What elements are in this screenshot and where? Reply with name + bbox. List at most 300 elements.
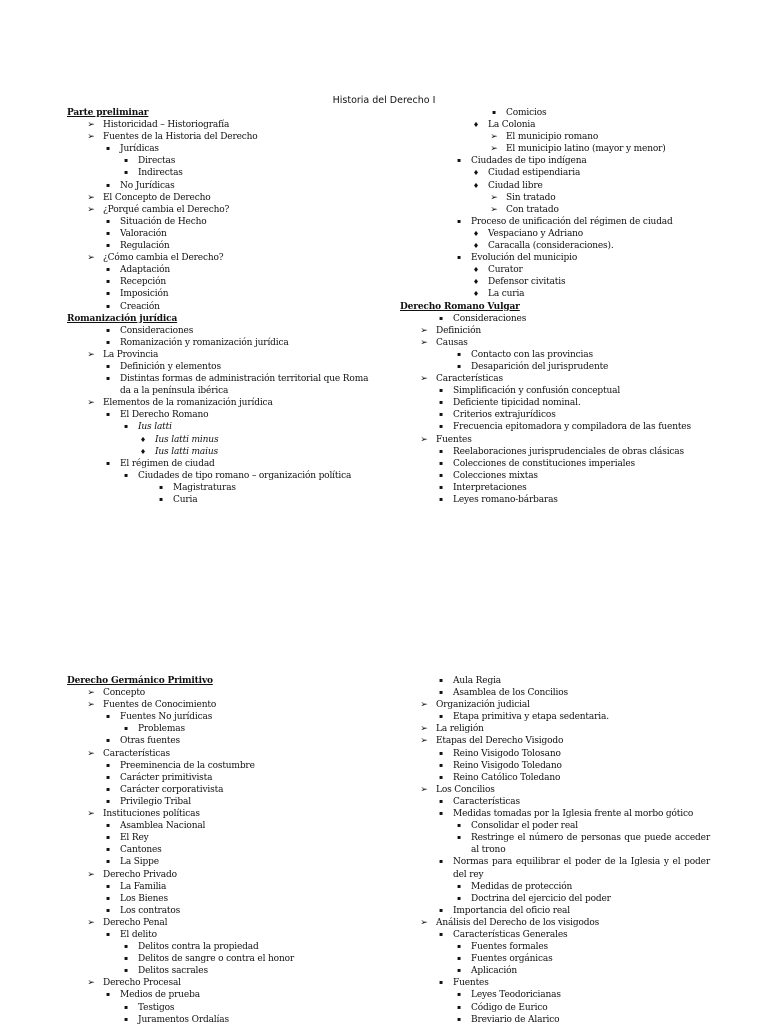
- outline-item: [418, 373, 710, 385]
- outline-item: [435, 905, 710, 917]
- square-bullet-icon: ▪: [439, 761, 443, 769]
- square-bullet-icon: ▪: [106, 375, 110, 383]
- outline-item: [137, 434, 372, 446]
- square-bullet-icon: ▪: [124, 1003, 128, 1011]
- square-bullet-icon: ▪: [439, 810, 443, 818]
- outline-item: [435, 385, 710, 397]
- outline-item: [470, 276, 710, 288]
- outline-item: [102, 772, 372, 784]
- outline-text: Romanización y romanización jurídica: [120, 337, 289, 348]
- square-bullet-icon: ▪: [106, 266, 110, 274]
- arrow-bullet-icon: ➢: [87, 253, 95, 264]
- diamond-bullet-icon: ♦: [139, 435, 147, 444]
- outline-text: Curia: [173, 495, 198, 505]
- outline-item: [435, 772, 710, 784]
- outline-item: [453, 252, 710, 264]
- outline-text: Defensor civitatis: [488, 277, 566, 288]
- arrow-bullet-icon: ➢: [87, 398, 95, 409]
- outline-text: Colecciones mixtas: [453, 470, 538, 481]
- outline-text: Derecho Romano Vulgar: [400, 301, 520, 312]
- outline-text: Contacto con las provincias: [471, 349, 593, 360]
- square-bullet-icon: ▪: [439, 773, 443, 781]
- outline-item: [102, 820, 372, 832]
- outline-text: Medios de prueba: [120, 990, 200, 1001]
- outline-item: [488, 204, 710, 216]
- square-bullet-icon: ▪: [106, 290, 110, 298]
- outline-text: La Sippe: [120, 857, 159, 868]
- outline-text: Leyes romano-bárbaras: [453, 495, 558, 505]
- outline-item: [120, 723, 372, 735]
- outline-text: Carácter corporativista: [120, 784, 224, 795]
- square-bullet-icon: ▪: [106, 242, 110, 250]
- arrow-bullet-icon: ➢: [87, 809, 95, 820]
- square-bullet-icon: ▪: [124, 955, 128, 963]
- outline-text: Recepción: [120, 277, 167, 288]
- outline-text: Sin tratado: [506, 192, 556, 203]
- arrow-bullet-icon: ➢: [420, 374, 428, 385]
- outline-item: [435, 675, 710, 687]
- outline-text: El municipio romano: [506, 132, 599, 143]
- outline-text: Interpretaciones: [453, 482, 527, 493]
- square-bullet-icon: ▪: [106, 761, 110, 769]
- outline-text: Reino Visigodo Tolosano: [453, 748, 561, 759]
- outline-item: [102, 711, 372, 723]
- square-bullet-icon: ▪: [106, 411, 110, 419]
- square-bullet-icon: ▪: [106, 181, 110, 189]
- square-bullet-icon: ▪: [124, 169, 128, 177]
- outline-item: [137, 446, 372, 458]
- diamond-bullet-icon: ♦: [472, 169, 480, 178]
- square-bullet-icon: ▪: [457, 217, 461, 225]
- outline-item: [435, 711, 710, 723]
- section-heading: [67, 313, 372, 325]
- outline-text: Con tratado: [506, 204, 559, 215]
- outline-item: [102, 240, 372, 252]
- outline-item: [102, 844, 372, 856]
- arrow-bullet-icon: ➢: [87, 748, 95, 759]
- outline-text: El Concepto de Derecho: [103, 192, 211, 203]
- square-bullet-icon: ▪: [439, 387, 443, 395]
- square-bullet-icon: ▪: [439, 930, 443, 938]
- square-bullet-icon: ▪: [439, 906, 443, 914]
- outline-item: [435, 446, 710, 458]
- arrow-bullet-icon: ➢: [420, 434, 428, 445]
- outline-item: [120, 965, 372, 977]
- outline-item: [453, 820, 710, 832]
- arrow-bullet-icon: ➢: [490, 204, 498, 215]
- outline-text: Regulación: [120, 241, 170, 252]
- square-bullet-icon: ▪: [124, 471, 128, 479]
- outline-text: Consolidar el poder real: [471, 821, 578, 832]
- outline-item: [102, 373, 372, 397]
- outline-item: [85, 917, 372, 929]
- outline-item: [102, 337, 372, 349]
- outline-item: [453, 881, 710, 893]
- arrow-bullet-icon: ➢: [490, 144, 498, 155]
- outline-text: Creación: [120, 301, 160, 312]
- outline-column-bottom-left: [67, 675, 372, 1026]
- outline-text: Derecho Germánico Primitivo: [67, 676, 213, 686]
- outline-text: Ius latti maius: [155, 446, 218, 457]
- outline-text: Deficiente tipicidad nominal.: [453, 398, 581, 409]
- outline-text: Curator: [488, 265, 523, 276]
- outline-text: La Colonia: [488, 120, 536, 131]
- square-bullet-icon: ▪: [159, 483, 163, 491]
- outline-item: [435, 397, 710, 409]
- section-heading: [67, 675, 372, 687]
- outline-text: Etapa primitiva y etapa sedentaria.: [453, 712, 609, 723]
- square-bullet-icon: ▪: [457, 991, 461, 999]
- outline-item: [85, 192, 372, 204]
- outline-text: Derecho Procesal: [103, 978, 181, 989]
- outline-item: [435, 748, 710, 760]
- outline-text: El régimen de ciudad: [120, 458, 215, 469]
- outline-item: [102, 361, 372, 373]
- outline-text: Ciudad libre: [488, 180, 543, 191]
- square-bullet-icon: ▪: [439, 314, 443, 322]
- outline-item: [102, 325, 372, 337]
- outline-item: [435, 409, 710, 421]
- outline-text: Delitos de sangre o contra el honor: [138, 954, 295, 965]
- square-bullet-icon: ▪: [457, 955, 461, 963]
- square-bullet-icon: ▪: [439, 797, 443, 805]
- outline-item: [120, 941, 372, 953]
- outline-item: [102, 301, 372, 313]
- outline-item: [102, 989, 372, 1001]
- outline-text: Definición: [436, 325, 482, 336]
- outline-text: El municipio latino (mayor y menor): [506, 144, 666, 155]
- outline-text: Ius latti: [138, 422, 172, 433]
- outline-text: Aplicación: [471, 966, 518, 977]
- outline-item: [102, 796, 372, 808]
- outline-text: Ciudades de tipo romano – organización política: [138, 470, 352, 481]
- square-bullet-icon: ▪: [457, 882, 461, 890]
- outline-item: [85, 977, 372, 989]
- outline-item: [470, 264, 710, 276]
- outline-text: Los Concilios: [436, 784, 495, 795]
- outline-text: Valoración: [120, 228, 167, 239]
- outline-item: [435, 313, 710, 325]
- outline-item: [120, 1002, 372, 1014]
- outline-text: Fuentes No jurídicas: [120, 712, 213, 723]
- outline-item: [453, 155, 710, 167]
- square-bullet-icon: ▪: [106, 278, 110, 286]
- section-heading: [400, 301, 710, 313]
- square-bullet-icon: ▪: [457, 157, 461, 165]
- outline-text: Carácter primitivista: [120, 772, 213, 783]
- outline-text: Problemas: [138, 724, 185, 735]
- outline-item: [102, 929, 372, 941]
- outline-item: [85, 808, 372, 820]
- outline-text: Historicidad – Historiografía: [103, 120, 230, 131]
- arrow-bullet-icon: ➢: [87, 700, 95, 711]
- square-bullet-icon: ▪: [439, 749, 443, 757]
- outline-item: [102, 216, 372, 228]
- outline-item: [418, 699, 710, 711]
- outline-item: [155, 494, 372, 506]
- diamond-bullet-icon: ♦: [472, 278, 480, 287]
- outline-text: Delitos sacrales: [138, 966, 208, 977]
- outline-item: [453, 953, 710, 965]
- outline-item: [85, 349, 372, 361]
- outline-text: Consideraciones: [120, 325, 194, 336]
- square-bullet-icon: ▪: [439, 979, 443, 987]
- square-bullet-icon: ▪: [492, 109, 496, 116]
- arrow-bullet-icon: ➢: [87, 349, 95, 360]
- outline-item: [470, 119, 710, 131]
- outline-item: [453, 1002, 710, 1014]
- outline-item: [102, 288, 372, 300]
- square-bullet-icon: ▪: [106, 713, 110, 721]
- outline-text: Reelaboraciones jurisprudenciales de obras clásicas: [453, 446, 684, 457]
- square-bullet-icon: ▪: [106, 217, 110, 225]
- outline-text: Análisis del Derecho de los visigodos: [436, 917, 600, 928]
- square-bullet-icon: ▪: [106, 991, 110, 999]
- square-bullet-icon: ▪: [457, 350, 461, 358]
- outline-item: [102, 784, 372, 796]
- square-bullet-icon: ▪: [457, 967, 461, 975]
- square-bullet-icon: ▪: [439, 483, 443, 491]
- square-bullet-icon: ▪: [106, 785, 110, 793]
- outline-item: [418, 735, 710, 747]
- square-bullet-icon: ▪: [106, 834, 110, 842]
- section-heading: [67, 107, 372, 119]
- outline-text: Código de Eurico: [471, 1002, 548, 1013]
- outline-item: [488, 143, 710, 155]
- square-bullet-icon: ▪: [439, 677, 443, 684]
- outline-item: [470, 167, 710, 179]
- arrow-bullet-icon: ➢: [87, 120, 95, 131]
- square-bullet-icon: ▪: [106, 229, 110, 237]
- square-bullet-icon: ▪: [439, 423, 443, 431]
- outline-item: [435, 760, 710, 772]
- outline-item: [435, 977, 710, 989]
- outline-item: [453, 349, 710, 361]
- outline-column-top-right: [400, 107, 710, 506]
- outline-text: Privilegio Tribal: [120, 796, 191, 807]
- outline-text: Breviario de Alarico: [471, 1014, 560, 1025]
- outline-item: [85, 252, 372, 264]
- outline-text: Romanización jurídica: [67, 313, 178, 324]
- outline-item: [102, 735, 372, 747]
- square-bullet-icon: ▪: [106, 362, 110, 370]
- outline-item: [102, 856, 372, 868]
- diamond-bullet-icon: ♦: [472, 266, 480, 275]
- outline-text: Los contratos: [120, 905, 181, 916]
- outline-text: Fuentes formales: [471, 942, 548, 953]
- arrow-bullet-icon: ➢: [420, 724, 428, 735]
- outline-text: El Derecho Romano: [120, 410, 209, 421]
- outline-text: Simplificación y confusión conceptual: [453, 386, 621, 397]
- outline-item: [85, 687, 372, 699]
- outline-item: [453, 832, 710, 856]
- arrow-bullet-icon: ➢: [87, 132, 95, 143]
- outline-text: Reino Visigodo Toledano: [453, 760, 562, 771]
- square-bullet-icon: ▪: [124, 1015, 128, 1023]
- outline-item: [102, 881, 372, 893]
- arrow-bullet-icon: ➢: [87, 869, 95, 880]
- square-bullet-icon: ▪: [106, 459, 110, 467]
- square-bullet-icon: ▪: [457, 894, 461, 902]
- outline-text: La Familia: [120, 881, 167, 892]
- outline-text: Características Generales: [453, 929, 568, 940]
- outline-text: Situación de Hecho: [120, 216, 207, 227]
- square-bullet-icon: ▪: [439, 459, 443, 467]
- square-bullet-icon: ▪: [106, 894, 110, 902]
- outline-item: [435, 494, 710, 506]
- outline-text: Elementos de la romanización jurídica: [103, 398, 273, 409]
- outline-text: Frecuencia epitomadora y compiladora de las fuentes: [453, 422, 691, 433]
- outline-text: Organización judicial: [436, 700, 530, 711]
- diamond-bullet-icon: ♦: [139, 447, 147, 456]
- outline-column-bottom-right: [400, 675, 710, 1026]
- outline-item: [102, 760, 372, 772]
- outline-text: Normas para equilibrar el poder de la Iglesia y el poder del rey: [453, 857, 710, 880]
- outline-text: Aula Regia: [453, 676, 502, 686]
- outline-item: [85, 699, 372, 711]
- outline-text: Derecho Privado: [103, 869, 177, 880]
- outline-text: Colecciones de constituciones imperiales: [453, 458, 636, 469]
- square-bullet-icon: ▪: [439, 471, 443, 479]
- square-bullet-icon: ▪: [124, 157, 128, 165]
- page-title: Historia del Derecho I: [332, 95, 436, 106]
- outline-text: Asamblea de los Concilios: [453, 688, 568, 699]
- outline-item: [488, 192, 710, 204]
- diamond-bullet-icon: ♦: [472, 242, 480, 251]
- square-bullet-icon: ▪: [124, 423, 128, 431]
- arrow-bullet-icon: ➢: [87, 204, 95, 215]
- outline-item: [85, 869, 372, 881]
- outline-item: [85, 131, 372, 143]
- square-bullet-icon: ▪: [457, 254, 461, 262]
- square-bullet-icon: ▪: [106, 302, 110, 310]
- outline-item: [453, 989, 710, 1001]
- diamond-bullet-icon: ♦: [472, 290, 480, 299]
- outline-item: [102, 143, 372, 155]
- outline-text: Preeminencia de la costumbre: [120, 760, 255, 771]
- outline-item: [102, 228, 372, 240]
- outline-item: [120, 167, 372, 179]
- outline-text: Proceso de unificación del régimen de ciudad: [471, 216, 673, 227]
- outline-item: [102, 409, 372, 421]
- arrow-bullet-icon: ➢: [87, 978, 95, 989]
- outline-text: Criterios extrajurídicos: [453, 410, 556, 421]
- outline-text: Directas: [138, 156, 176, 167]
- outline-item: [488, 107, 710, 119]
- outline-item: [120, 953, 372, 965]
- outline-text: Definición y elementos: [120, 361, 221, 372]
- outline-item: [418, 723, 710, 735]
- outline-text: Juramentos Ordalías: [138, 1014, 229, 1025]
- square-bullet-icon: ▪: [106, 906, 110, 914]
- outline-item: [102, 180, 372, 192]
- outline-text: Fuentes: [453, 978, 489, 989]
- outline-text: Ciudades de tipo indígena: [471, 156, 587, 167]
- outline-text: Leyes Teodoricianas: [471, 990, 561, 1001]
- square-bullet-icon: ▪: [106, 326, 110, 334]
- outline-text: Causas: [436, 337, 468, 348]
- square-bullet-icon: ▪: [124, 725, 128, 733]
- square-bullet-icon: ▪: [439, 713, 443, 721]
- outline-text: Adaptación: [120, 265, 171, 276]
- outline-item: [435, 929, 710, 941]
- square-bullet-icon: ▪: [106, 822, 110, 830]
- square-bullet-icon: ▪: [457, 1015, 461, 1023]
- arrow-bullet-icon: ➢: [87, 917, 95, 928]
- square-bullet-icon: ▪: [106, 858, 110, 866]
- square-bullet-icon: ▪: [439, 399, 443, 407]
- outline-text: La Provincia: [103, 349, 159, 360]
- square-bullet-icon: ▪: [106, 737, 110, 745]
- outline-item: [435, 796, 710, 808]
- outline-item: [470, 228, 710, 240]
- square-bullet-icon: ▪: [457, 943, 461, 951]
- outline-text: Indirectas: [138, 168, 183, 179]
- arrow-bullet-icon: ➢: [490, 192, 498, 203]
- arrow-bullet-icon: ➢: [420, 325, 428, 336]
- outline-text: Medidas de protección: [471, 881, 573, 892]
- outline-text: Ciudad estipendiaria: [488, 168, 581, 179]
- square-bullet-icon: ▪: [106, 882, 110, 890]
- outline-item: [453, 361, 710, 373]
- square-bullet-icon: ▪: [106, 930, 110, 938]
- outline-column-top-left: [67, 107, 372, 506]
- square-bullet-icon: ▪: [106, 338, 110, 346]
- outline-item: [418, 434, 710, 446]
- outline-item: [435, 808, 710, 820]
- square-bullet-icon: ▪: [439, 858, 443, 866]
- outline-text: Vespaciano y Adriano: [488, 228, 584, 239]
- outline-text: Los Bienes: [120, 893, 168, 904]
- outline-item: [418, 784, 710, 796]
- outline-item: [435, 470, 710, 482]
- outline-text: Delitos contra la propiedad: [138, 942, 259, 953]
- square-bullet-icon: ▪: [106, 773, 110, 781]
- outline-item: [418, 337, 710, 349]
- outline-text: La curia: [488, 289, 525, 300]
- square-bullet-icon: ▪: [106, 846, 110, 854]
- outline-text: Jurídicas: [120, 144, 159, 155]
- outline-text: Desaparición del jurisprudente: [471, 361, 609, 372]
- outline-item: [470, 180, 710, 192]
- outline-text: Importancia del oficio real: [453, 905, 570, 916]
- outline-text: Etapas del Derecho Visigodo: [436, 736, 564, 747]
- outline-item: [102, 905, 372, 917]
- outline-text: Consideraciones: [453, 313, 527, 324]
- arrow-bullet-icon: ➢: [87, 688, 95, 699]
- square-bullet-icon: ▪: [457, 362, 461, 370]
- outline-text: Restringe el número de personas que puede acceder al trono: [471, 833, 710, 856]
- outline-text: Fuentes: [436, 434, 472, 445]
- outline-item: [453, 893, 710, 905]
- arrow-bullet-icon: ➢: [490, 132, 498, 143]
- outline-text: Distintas formas de administración territorial que Roma da a la península ibérica: [120, 374, 369, 397]
- arrow-bullet-icon: ➢: [420, 784, 428, 795]
- outline-item: [120, 470, 372, 482]
- outline-item: [85, 119, 372, 131]
- square-bullet-icon: ▪: [124, 967, 128, 975]
- outline-item: [418, 325, 710, 337]
- square-bullet-icon: ▪: [439, 447, 443, 455]
- diamond-bullet-icon: ♦: [472, 181, 480, 190]
- square-bullet-icon: ▪: [106, 145, 110, 153]
- arrow-bullet-icon: ➢: [420, 337, 428, 348]
- outline-text: Asamblea Nacional: [120, 821, 206, 832]
- outline-item: [453, 965, 710, 977]
- outline-item: [470, 288, 710, 300]
- outline-item: [435, 482, 710, 494]
- outline-text: Imposición: [120, 289, 169, 300]
